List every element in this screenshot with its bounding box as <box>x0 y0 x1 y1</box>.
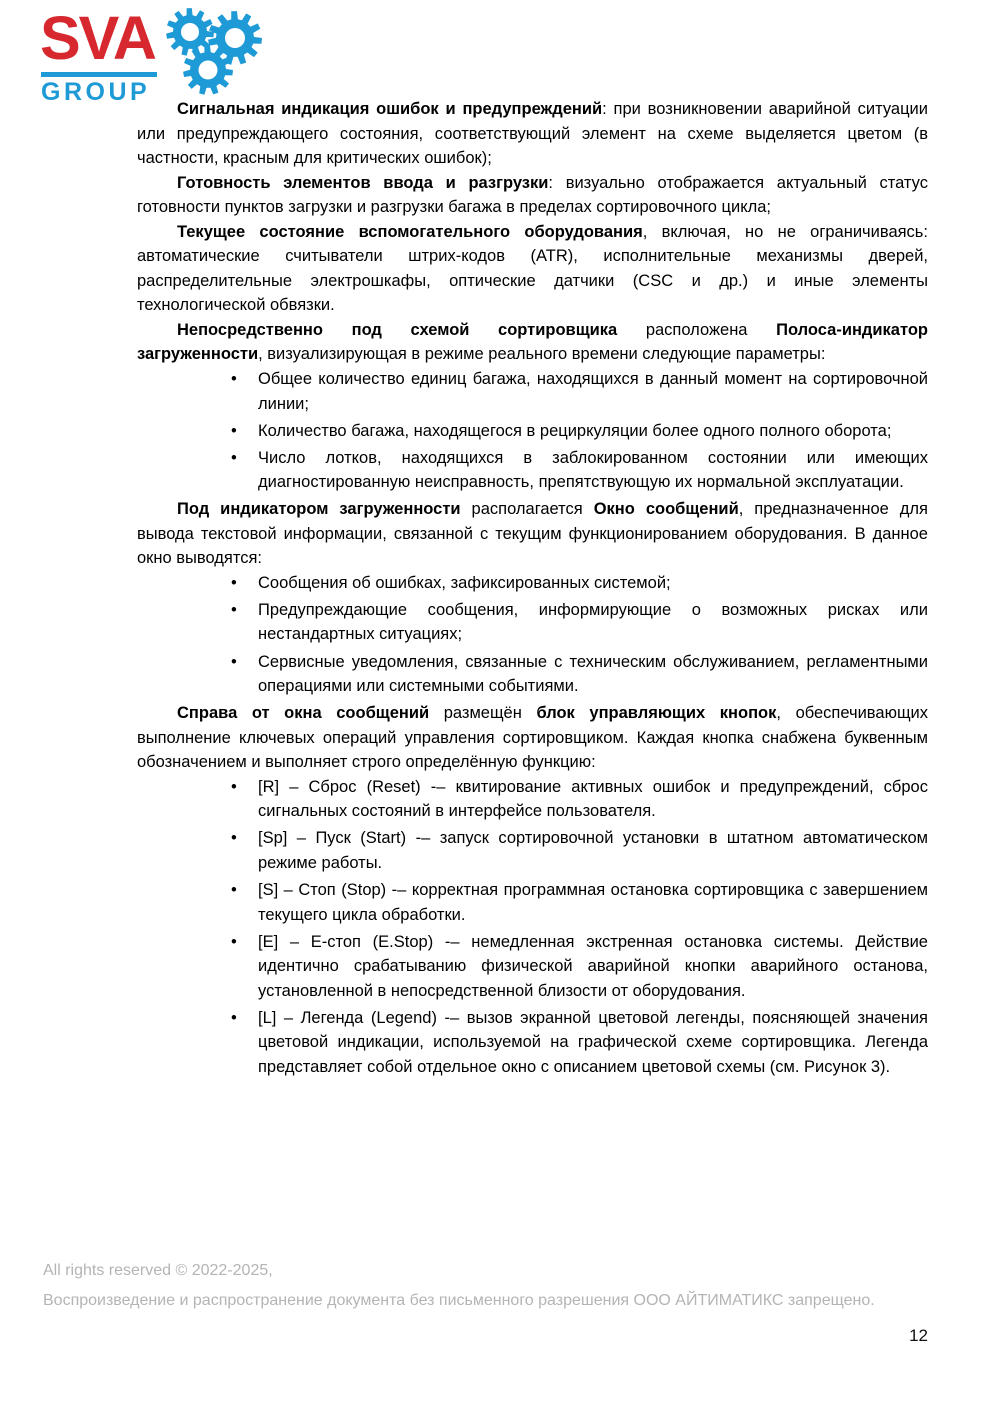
paragraph-lead-bold: Сигнальная индикация ошибок и предупреждений <box>177 100 603 118</box>
paragraph-text: располагается <box>460 500 594 519</box>
control-buttons-list <box>137 775 928 1080</box>
paragraph-text: , обеспечивающих выполнение ключевых операций управления сортировщиком. Каждая кнопка снабжена буквенным обозначением и выполняет строго определённую функцию: <box>137 704 928 772</box>
list-item: • [R] – Сброс (Reset) -– квитирование активных ошибок и предупреждений, сброс сигнальных состояний в интерфейсе пользователя. <box>258 775 928 824</box>
paragraph-text: , предназначенное для вывода текстовой информации, связанной с текущим функционированием оборудования. В данное окно выводятся: <box>137 500 928 568</box>
footer-notice: Воспроизведение и распространение документа без письменного разрешения ООО АЙТИМАТИКС запрещено. <box>43 1292 875 1309</box>
paragraph-lead-bold: Непосредственно под схемой сортировщика <box>177 320 618 339</box>
list-item: • Сервисные уведомления, связанные с техническим обслуживанием, регламентными операциями или системными событиями. <box>258 650 928 699</box>
list-item: • Общее количество единиц багажа, находящихся в данный момент на сортировочной линии; <box>258 367 928 416</box>
paragraph-text: размещён <box>429 704 537 723</box>
list-item: • Сообщения об ошибках, зафиксированных системой; <box>258 571 928 596</box>
paragraph-lead-bold: Текущее состояние вспомогательного оборудования <box>177 222 643 241</box>
paragraph-load-indicator <box>137 318 928 367</box>
document-body <box>137 97 928 1082</box>
paragraph-lead-bold: Готовность элементов ввода и разгрузки <box>177 173 549 192</box>
logo-group-text: GROUP <box>41 78 151 106</box>
paragraph-text: : визуально отображается актуальный статус готовности пунктов загрузки и разгрузки багажа в пределах сортировочного цикла; <box>137 173 928 217</box>
paragraph-signal-indication <box>137 97 928 171</box>
list-item: • [S] – Стоп (Stop) -– корректная программная остановка сортировщика с завершением текущего цикла обработки. <box>258 878 928 927</box>
list-item: • Количество багажа, находящегося в рециркуляции более одного полного оборота; <box>258 419 928 444</box>
list-item: • Предупреждающие сообщения, информирующие о возможных рисках или нестандартных ситуациях; <box>258 598 928 647</box>
footer-copyright: All rights reserved © 2022-2025, <box>43 1262 273 1279</box>
list-item: • [E] – Е-стоп (E.Stop) -– немедленная экстренная остановка системы. Действие идентично срабатыванию физической аварийной кнопки аварийного останова, установленной в непосредственной близости от оборудования. <box>258 930 928 1004</box>
logo-divider <box>41 72 157 77</box>
page-footer <box>43 1256 953 1316</box>
load-indicator-list <box>137 367 928 495</box>
paragraph-lead-bold: Справа от окна сообщений <box>177 704 430 723</box>
message-window-list <box>137 571 928 699</box>
paragraph-bold: блок управляющих кнопок <box>536 704 777 723</box>
page-number: 12 <box>909 1326 928 1345</box>
paragraph-text: : при возникновении аварийной ситуации или предупреждающего состояния, соответствующий элемент на схеме выделяется цветом (в частности, красным для критических ошибок); <box>137 100 928 168</box>
list-item: • Число лотков, находящихся в заблокированном состоянии или имеющих диагностированную неисправность, препятствующую их нормальной эксплуатации. <box>258 446 928 495</box>
paragraph-text: , визуализирующая в режиме реального времени следующие параметры: <box>258 345 826 364</box>
paragraph-readiness <box>137 171 928 220</box>
paragraph-lead-bold: Под индикатором загруженности <box>177 500 461 519</box>
paragraph-bold: Полоса-индикатор загруженности <box>137 320 929 364</box>
paragraph-aux-equipment <box>137 220 928 318</box>
paragraph-message-window <box>137 497 928 571</box>
paragraph-text: расположена <box>617 320 777 339</box>
paragraph-control-buttons <box>137 701 928 775</box>
list-item: • [Sp] – Пуск (Start) -– запуск сортировочной установки в штатном автоматическом режиме работы. <box>258 826 928 875</box>
logo-sva-text: SVA <box>40 4 155 72</box>
list-item: • [L] – Легенда (Legend) -– вызов экранной цветовой легенды, поясняющей значения цветовой индикации, используемой на графической схеме сортировщика. Легенда представляет собой отдельное окно с описанием цветовой схемы (см. Рисунок 3). <box>258 1006 928 1080</box>
paragraph-bold: Окно сообщений <box>593 500 739 519</box>
company-logo <box>40 4 157 106</box>
paragraph-text: , включая, но не ограничиваясь: автоматические считыватели штрих-кодов (ATR), исполнительные механизмы дверей, распределительные электрошкафы, оптические датчики (CSC и др.) и иные элементы технологической обвязки. <box>137 222 928 315</box>
gears-icon <box>162 6 274 100</box>
